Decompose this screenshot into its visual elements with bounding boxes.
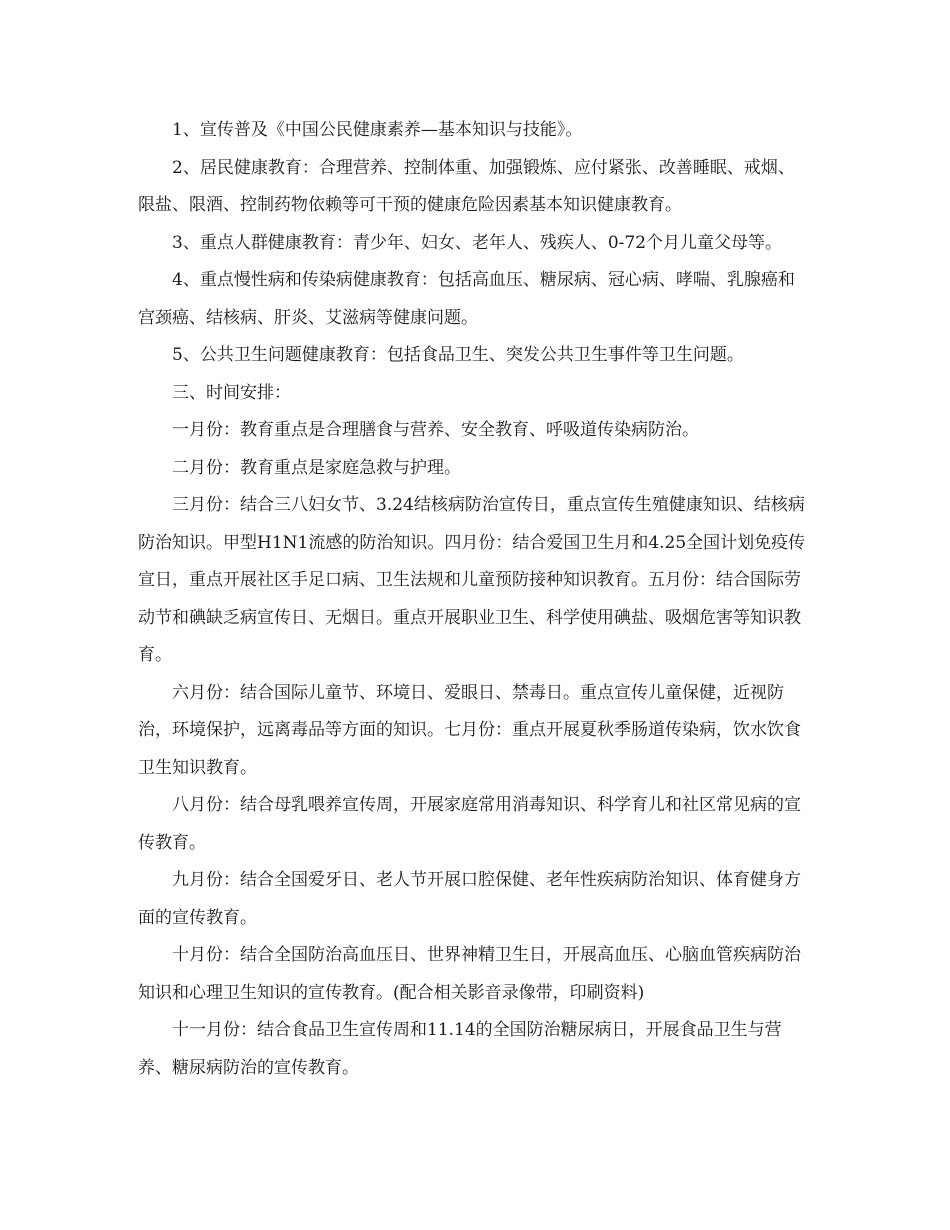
paragraph-item-1: 1、宣传普及《中国公民健康素养—基本知识与技能》。 xyxy=(172,120,583,140)
paragraph-item-3: 3、重点人群健康教育：青少年、妇女、老年人、残疾人、0-72个月儿童父母等。 xyxy=(172,232,783,253)
paragraph-september: 九月份：结合全国爱牙日、老人节开展口腔保健、老年性疾病防治知识、体育健身方面的宣传教育。 xyxy=(138,870,801,928)
paragraph-november: 十一月份：结合食品卫生宣传周和11.14的全国防治糖尿病日，开展食品卫生与营养、糖尿病防治的宣传教育。 xyxy=(138,1020,782,1078)
paragraph-january: 一月份：教育重点是合理膳食与营养、安全教育、呼吸道传染病防治。 xyxy=(172,420,699,440)
paragraph-item-5: 5、公共卫生问题健康教育：包括食品卫生、突发公共卫生事件等卫生问题。 xyxy=(172,345,744,365)
section-heading-schedule: 三、时间安排： xyxy=(172,382,291,403)
paragraph-item-2: 2、居民健康教育：合理营养、控制体重、加强锻炼、应付紧张、改善睡眠、戒烟、限盐、限酒、控制药物依赖等可干预的健康危险因素基本知识健康教育。 xyxy=(138,157,795,215)
paragraph-august: 八月份：结合母乳喂养宣传周，开展家庭常用消毒知识、科学育儿和社区常见病的宣传教育。 xyxy=(138,795,801,853)
paragraph-march-to-may: 三月份：结合三八妇女节、3.24结核病防治宣传日，重点宣传生殖健康知识、结核病防治知识。甲型H1N1流感的防治知识。四月份：结合爱国卫生月和4.25全国计划免疫传宣日，重点开展社区手足口病、卫生法规和儿童预防接种知识教育。五月份：结合国际劳动节和碘缺乏病宣传日、无烟日。重点开展职业卫生、科学使用碘盐、吸烟危害等知识教育。 xyxy=(138,495,806,665)
paragraph-october: 十月份：结合全国防治高血压日、世界神精卫生日，开展高血压、心脑血管疾病防治知识和心理卫生知识的宣传教育。(配合相关影音录像带，印刷资料) xyxy=(138,945,801,1003)
paragraph-item-4: 4、重点慢性病和传染病健康教育：包括高血压、糖尿病、冠心病、哮喘、乳腺癌和宫颈癌、结核病、肝炎、艾滋病等健康问题。 xyxy=(138,270,795,328)
document-body xyxy=(138,112,810,1087)
paragraph-june-july: 六月份：结合国际儿童节、环境日、爱眼日、禁毒日。重点宣传儿童保健，近视防治，环境保护，远离毒品等方面的知识。七月份：重点开展夏秋季肠道传染病，饮水饮食卫生知识教育。 xyxy=(138,682,801,778)
paragraph-february: 二月份：教育重点是家庭急救与护理。 xyxy=(172,457,461,478)
